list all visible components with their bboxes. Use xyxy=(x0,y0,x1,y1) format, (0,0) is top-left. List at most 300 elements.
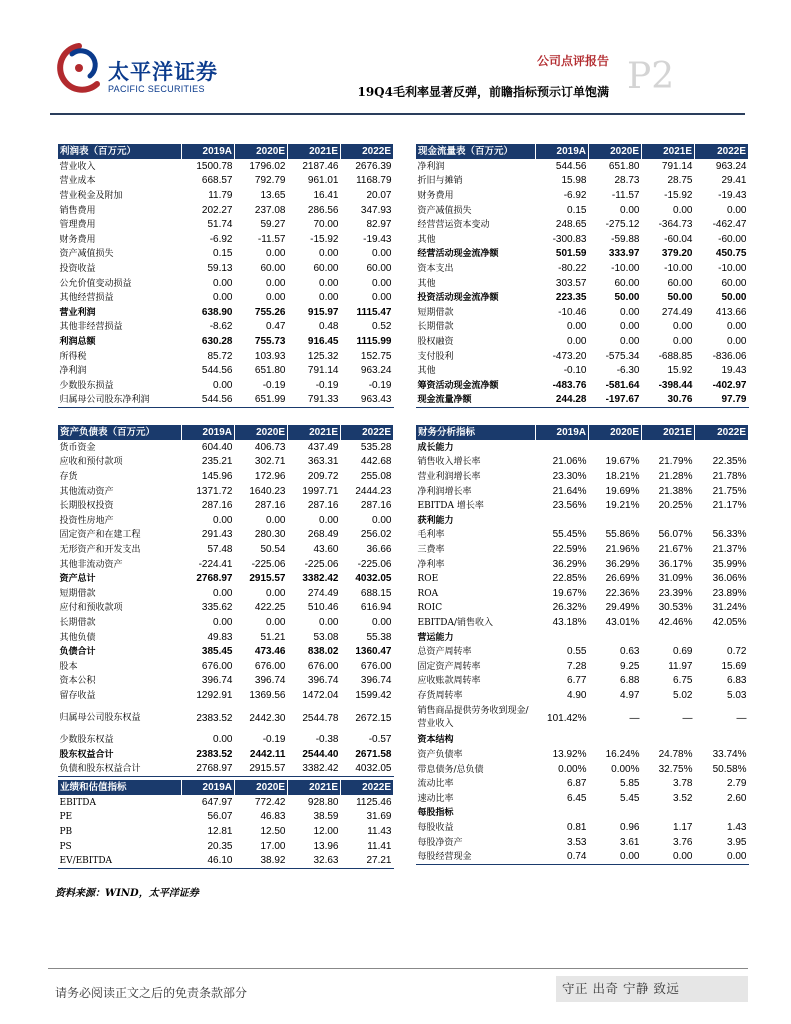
cell-value: 638.90 xyxy=(201,306,233,318)
cell-value: 0.00 xyxy=(372,514,392,526)
column-header: 2021E xyxy=(288,425,341,441)
table-row xyxy=(58,796,394,811)
logo-emblem-icon xyxy=(52,40,106,100)
cell-value: 363.31 xyxy=(307,456,339,468)
cell-value: 16.41 xyxy=(313,189,339,201)
cell-value: 26.69% xyxy=(605,573,640,585)
column-header: 2022E xyxy=(341,144,394,160)
row-label: 负债合计 xyxy=(59,647,96,658)
cell-value: 755.26 xyxy=(254,306,286,318)
row-label: EBITDA xyxy=(59,798,96,809)
table-row xyxy=(416,441,749,456)
cell-value: 6.45 xyxy=(567,792,587,804)
cell-value: 202.27 xyxy=(201,204,233,216)
table-row xyxy=(58,557,394,572)
cell-value: -483.76 xyxy=(552,379,587,391)
cell-value: 287.16 xyxy=(201,500,233,512)
cell-value: 56.07 xyxy=(207,811,233,823)
cell-value: 0.00 xyxy=(372,277,392,289)
row-label: PE xyxy=(59,812,73,823)
cell-value: 3.76 xyxy=(673,836,693,848)
cell-value: 0.55 xyxy=(567,646,587,658)
row-label: 管理费用 xyxy=(59,220,96,231)
column-header: 2019A xyxy=(536,425,589,441)
financial-ratios-table xyxy=(415,424,749,865)
table-row xyxy=(58,335,394,350)
cell-value xyxy=(589,630,642,645)
cell-value: -462.47 xyxy=(712,219,747,231)
cell-value: 248.65 xyxy=(555,219,587,231)
row-label: PS xyxy=(59,841,72,852)
cell-value: 51.74 xyxy=(207,219,233,231)
row-label: 经营营运资本变动 xyxy=(417,220,490,231)
cell-value: 24.78% xyxy=(658,749,693,761)
cell-value: 287.16 xyxy=(360,500,392,512)
row-label: 营业利润 xyxy=(59,307,96,318)
table-row xyxy=(58,572,394,587)
row-label: 归属母公司股东权益 xyxy=(59,712,141,723)
cell-value: 237.08 xyxy=(254,204,286,216)
cell-value: 396.74 xyxy=(201,675,233,687)
cell-value: 792.79 xyxy=(254,175,286,187)
row-label: 固定资产周转率 xyxy=(417,661,481,672)
table-row xyxy=(416,189,749,204)
cell-value: 21.28% xyxy=(658,470,693,482)
cell-value: 4032.05 xyxy=(341,762,394,777)
cell-value: 535.28 xyxy=(360,442,392,454)
cell-value: 12.00 xyxy=(313,825,339,837)
cell-value: -19.43 xyxy=(363,233,392,245)
row-label: 净利润增长率 xyxy=(417,486,472,497)
table-row xyxy=(58,305,394,320)
header-divider xyxy=(50,113,745,115)
cell-value: 1125.46 xyxy=(356,797,392,809)
column-header: 2020E xyxy=(235,425,288,441)
row-label: 长期股权投资 xyxy=(59,501,114,512)
column-header: 2021E xyxy=(288,144,341,160)
cell-value xyxy=(642,441,695,456)
cell-value: 2383.52 xyxy=(196,749,233,761)
cell-value: 0.00 xyxy=(567,335,587,347)
cell-value: 268.49 xyxy=(307,529,339,541)
cell-value: 1599.42 xyxy=(355,689,392,701)
row-label: 营运能力 xyxy=(417,632,454,643)
cell-value: 6.77 xyxy=(567,675,587,687)
row-label: 资本支出 xyxy=(417,263,454,274)
cell-value: 286.56 xyxy=(307,204,339,216)
table-row xyxy=(58,378,394,393)
cell-value: — xyxy=(736,712,747,724)
cell-value: 0.00 xyxy=(695,850,749,865)
cell-value: 17.00 xyxy=(260,840,286,852)
row-label: EBITDA 增长率 xyxy=(417,501,484,512)
table-row xyxy=(58,320,394,335)
table-row xyxy=(416,572,749,587)
cell-value: 2676.39 xyxy=(355,161,392,173)
cell-value: 55.38 xyxy=(366,631,392,643)
cell-value: 23.56% xyxy=(552,500,587,512)
row-label: 应收和预付款项 xyxy=(59,457,123,468)
cell-value: 1997.71 xyxy=(302,485,339,497)
table-row xyxy=(416,850,749,865)
table-row xyxy=(58,586,394,601)
cell-value: 21.79% xyxy=(658,456,693,468)
row-label: 所得税 xyxy=(59,351,87,362)
table-title: 现金流量表（百万元） xyxy=(416,144,536,160)
cell-value: 36.17% xyxy=(658,558,693,570)
table-row xyxy=(416,262,749,277)
cell-value: -0.57 xyxy=(368,734,392,746)
cell-value: 0.15 xyxy=(213,248,233,260)
column-header: 2020E xyxy=(589,425,642,441)
row-label: 净利润 xyxy=(59,366,87,377)
table-row xyxy=(416,203,749,218)
cell-value: 30.53% xyxy=(658,602,693,614)
row-label: 筹资活动现金流净额 xyxy=(417,380,499,391)
cell-value: — xyxy=(682,712,693,724)
row-label: 股东权益合计 xyxy=(59,750,114,761)
cell-value: 7.28 xyxy=(567,660,587,672)
row-label: ROIC xyxy=(417,603,443,614)
row-label: 投资性房地产 xyxy=(59,515,114,526)
row-label: 总资产周转率 xyxy=(417,647,472,658)
cell-value: -10.00 xyxy=(664,262,693,274)
cell-value: 21.38% xyxy=(658,485,693,497)
cell-value: 2915.57 xyxy=(249,573,286,585)
row-label: 资本结构 xyxy=(417,735,454,746)
table-row xyxy=(416,484,749,499)
table-row xyxy=(58,276,394,291)
row-label: 资产减值损失 xyxy=(59,249,114,260)
row-label: 销售费用 xyxy=(59,205,96,216)
cell-value: 28.75 xyxy=(667,175,693,187)
cell-value: 60.00 xyxy=(667,277,693,289)
row-label: 存货周转率 xyxy=(417,690,463,701)
table-row xyxy=(416,748,749,763)
cell-value: 0.15 xyxy=(567,204,587,216)
cell-value: 28.73 xyxy=(614,175,640,187)
table-row xyxy=(58,810,394,825)
cell-value: -59.88 xyxy=(611,233,640,245)
cell-value: 5.02 xyxy=(673,689,693,701)
row-label: EV/EBITDA xyxy=(58,854,182,869)
table-title: 资产负债表（百万元） xyxy=(58,425,182,441)
cell-value: 43.60 xyxy=(313,543,339,555)
table-row xyxy=(58,616,394,631)
cell-value: -473.20 xyxy=(552,350,587,362)
cell-value: 0.00 xyxy=(620,335,640,347)
cell-value: -0.19 xyxy=(368,379,392,391)
table-row xyxy=(416,528,749,543)
table-row xyxy=(416,543,749,558)
table-row xyxy=(58,291,394,306)
row-label: 营业利润增长率 xyxy=(417,471,481,482)
cell-value: 23.89% xyxy=(712,587,747,599)
cell-value: 97.79 xyxy=(695,393,749,408)
cell-value xyxy=(536,630,589,645)
cell-value: -10.00 xyxy=(718,262,747,274)
table-row xyxy=(58,218,394,233)
footer-disclaimer: 请务必阅读正文之后的免责条款部分 xyxy=(55,986,248,1000)
cell-value: 0.00 xyxy=(266,292,286,304)
cell-value: 12.81 xyxy=(207,825,233,837)
cell-value: 0.00 xyxy=(620,306,640,318)
cell-value: -225.06 xyxy=(304,558,339,570)
row-label: 长期借款 xyxy=(59,617,96,628)
table-row xyxy=(416,335,749,350)
cell-value: 3382.42 xyxy=(302,573,339,585)
table-row xyxy=(416,645,749,660)
table-row xyxy=(416,806,749,821)
cell-value: 4.90 xyxy=(567,689,587,701)
table-row xyxy=(58,470,394,485)
cell-value: 0.00 xyxy=(266,248,286,260)
column-header: 2021E xyxy=(642,425,695,441)
cell-value: 145.96 xyxy=(201,470,233,482)
table-row xyxy=(416,470,749,485)
cell-value: 82.97 xyxy=(366,219,392,231)
cell-value: 256.02 xyxy=(360,529,392,541)
cashflow-statement-table xyxy=(415,143,749,408)
row-label: 货币资金 xyxy=(59,443,96,454)
row-label: 三费率 xyxy=(417,544,445,555)
cell-value: 0.00 xyxy=(266,514,286,526)
cell-value: 1360.47 xyxy=(355,646,392,658)
cell-value: 21.78% xyxy=(712,470,747,482)
table-row xyxy=(58,543,394,558)
logo-text-en: PACIFIC SECURITIES xyxy=(108,84,205,94)
cell-value: 791.14 xyxy=(307,365,339,377)
cell-value xyxy=(642,513,695,528)
cell-value: 19.69% xyxy=(605,485,640,497)
cell-value: 15.92 xyxy=(667,365,693,377)
cell-value: 928.80 xyxy=(307,797,339,809)
cell-value: 0.00 xyxy=(727,321,747,333)
cell-value: 0.00 xyxy=(266,277,286,289)
cell-value: 2671.58 xyxy=(355,749,392,761)
cell-value: 23.39% xyxy=(658,587,693,599)
cell-value: 43.18% xyxy=(552,616,587,628)
cell-value: 274.49 xyxy=(661,306,693,318)
cell-value: 0.00 xyxy=(372,616,392,628)
row-label: 流动比率 xyxy=(417,779,454,790)
cell-value: 12.50 xyxy=(260,825,286,837)
row-label: 留存收益 xyxy=(59,690,96,701)
column-header: 2021E xyxy=(642,144,695,160)
table-row xyxy=(58,630,394,645)
cell-value: 838.02 xyxy=(307,646,339,658)
cell-value: -0.19 xyxy=(315,379,339,391)
cell-value: 22.85% xyxy=(552,573,587,585)
cell-value: -0.19 xyxy=(262,379,286,391)
cell-value: 1.17 xyxy=(673,822,693,834)
cell-value: 5.85 xyxy=(620,778,640,790)
cell-value: 50.00 xyxy=(667,292,693,304)
cell-value: 651.80 xyxy=(608,161,640,173)
cell-value: -60.04 xyxy=(664,233,693,245)
table-row xyxy=(58,484,394,499)
cell-value: 3.53 xyxy=(567,836,587,848)
table-row xyxy=(416,835,749,850)
table-row xyxy=(416,689,749,704)
cell-value: 963.24 xyxy=(715,161,747,173)
cell-value xyxy=(536,733,589,748)
cell-value: 209.72 xyxy=(307,470,339,482)
cell-value: 2915.57 xyxy=(235,762,288,777)
table-row xyxy=(58,645,394,660)
cell-value: 36.29% xyxy=(552,558,587,570)
cell-value: 13.65 xyxy=(260,189,286,201)
row-label: 负债和股东权益合计 xyxy=(58,762,182,777)
cell-value: 0.00 xyxy=(727,204,747,216)
cell-value: 2.79 xyxy=(727,778,747,790)
cell-value: 21.96% xyxy=(605,543,640,555)
cell-value: 3.52 xyxy=(673,792,693,804)
cell-value: 335.62 xyxy=(201,602,233,614)
cell-value: 60.00 xyxy=(721,277,747,289)
row-label: 其他非流动资产 xyxy=(59,559,123,570)
cell-value: 287.16 xyxy=(307,500,339,512)
row-label: PB xyxy=(59,826,73,837)
table-row xyxy=(416,557,749,572)
table-row xyxy=(416,777,749,792)
cell-value: — xyxy=(629,712,640,724)
row-label: 其他流动资产 xyxy=(59,486,114,497)
cell-value: 13.92% xyxy=(552,749,587,761)
cell-value: 56.07% xyxy=(658,529,693,541)
row-label: 营业税金及附加 xyxy=(59,190,123,201)
row-label: 每股经营现金 xyxy=(416,850,536,865)
cell-value xyxy=(695,630,749,645)
row-label: 其他经营损益 xyxy=(59,293,114,304)
cell-value xyxy=(589,806,642,821)
cell-value: 0.63 xyxy=(620,646,640,658)
cell-value: 1371.72 xyxy=(196,485,233,497)
cell-value: 0.47 xyxy=(266,321,286,333)
row-label: 固定资产和在建工程 xyxy=(59,530,141,541)
cell-value: 30.76 xyxy=(642,393,695,408)
cell-value: 0.00 xyxy=(213,514,233,526)
table-row xyxy=(416,792,749,807)
cell-value: 1115.99 xyxy=(356,335,392,347)
table-row xyxy=(58,513,394,528)
cell-value: 51.21 xyxy=(260,631,286,643)
cell-value: 963.43 xyxy=(341,393,394,408)
cell-value: 6.87 xyxy=(567,778,587,790)
column-header: 2022E xyxy=(341,780,394,796)
row-label: 速动比率 xyxy=(417,793,454,804)
cell-value: 11.43 xyxy=(367,825,392,837)
cell-value: 0.69 xyxy=(673,646,693,658)
column-header: 2022E xyxy=(341,425,394,441)
row-label: 股权融资 xyxy=(417,336,454,347)
row-label: 每股收益 xyxy=(417,823,454,834)
cell-value: 0.00 xyxy=(620,321,640,333)
cell-value: 60.00 xyxy=(313,262,339,274)
row-label: 带息债务/总负债 xyxy=(417,764,484,775)
cell-value: -688.85 xyxy=(658,350,693,362)
cell-value: 26.32% xyxy=(552,602,587,614)
row-label: 其他负债 xyxy=(59,632,96,643)
cell-value: -11.57 xyxy=(257,233,286,245)
cell-value: 85.72 xyxy=(207,350,233,362)
cell-value: 0.00 xyxy=(642,850,695,865)
cell-value: 0.72 xyxy=(727,646,747,658)
report-title: 19Q4毛利率显著反弹，前瞻指标预示订单饱满 xyxy=(357,85,609,99)
row-label: 投资收益 xyxy=(59,263,96,274)
table-row xyxy=(416,378,749,393)
row-label: 应收账款周转率 xyxy=(417,676,481,687)
cell-value: 1472.04 xyxy=(302,689,339,701)
cell-value: 544.56 xyxy=(201,365,233,377)
cell-value: 2544.78 xyxy=(302,712,339,724)
cell-value: 42.46% xyxy=(658,616,693,628)
cell-value: 6.83 xyxy=(727,675,747,687)
cell-value: 396.74 xyxy=(360,675,392,687)
table-title: 利润表（百万元） xyxy=(58,144,182,160)
table-row xyxy=(58,703,394,733)
cell-value: 15.98 xyxy=(561,175,587,187)
cell-value: 19.43 xyxy=(721,365,747,377)
cell-value: 647.97 xyxy=(201,797,233,809)
cell-value: 2768.97 xyxy=(182,762,235,777)
cell-value: 0.48 xyxy=(319,321,339,333)
cell-value: 21.17% xyxy=(712,500,747,512)
cell-value xyxy=(589,513,642,528)
cell-value: 9.25 xyxy=(620,660,640,672)
cell-value: 4.97 xyxy=(620,689,640,701)
cell-value: 11.97 xyxy=(668,660,693,672)
row-label: 营业收入 xyxy=(59,162,96,173)
row-label: ROA xyxy=(417,588,439,599)
table-row xyxy=(416,232,749,247)
cell-value: 791.33 xyxy=(288,393,341,408)
table-row xyxy=(58,689,394,704)
table-row xyxy=(58,455,394,470)
cell-value: 5.03 xyxy=(727,689,747,701)
cell-value: -10.46 xyxy=(558,306,587,318)
cell-value: 19.21% xyxy=(605,500,640,512)
cell-value: -0.19 xyxy=(262,734,286,746)
table-row xyxy=(416,305,749,320)
column-header: 2019A xyxy=(182,144,235,160)
table-row xyxy=(58,674,394,689)
table-row xyxy=(58,659,394,674)
cell-value xyxy=(642,806,695,821)
cell-value xyxy=(695,733,749,748)
cell-value: 31.09% xyxy=(658,573,693,585)
cell-value: 223.35 xyxy=(555,292,587,304)
cell-value: 915.97 xyxy=(307,306,339,318)
cell-value: 103.93 xyxy=(254,350,286,362)
cell-value: 3.95 xyxy=(727,836,747,848)
cell-value: 33.74% xyxy=(712,749,747,761)
table-row xyxy=(416,601,749,616)
row-label: 支付股利 xyxy=(417,351,454,362)
cell-value: 406.73 xyxy=(254,442,286,454)
row-label: 短期借款 xyxy=(59,588,96,599)
cell-value: 29.49% xyxy=(605,602,640,614)
cell-value: 2768.97 xyxy=(196,573,233,585)
column-header: 2021E xyxy=(288,780,341,796)
cell-value: 0.00 xyxy=(266,587,286,599)
cell-value: 60.00 xyxy=(366,262,392,274)
cell-value: 0.96 xyxy=(620,822,640,834)
cell-value: 0.00 xyxy=(266,616,286,628)
cell-value: 544.56 xyxy=(555,161,587,173)
cell-value: -6.92 xyxy=(563,189,587,201)
row-label: 无形资产和开发支出 xyxy=(59,544,141,555)
